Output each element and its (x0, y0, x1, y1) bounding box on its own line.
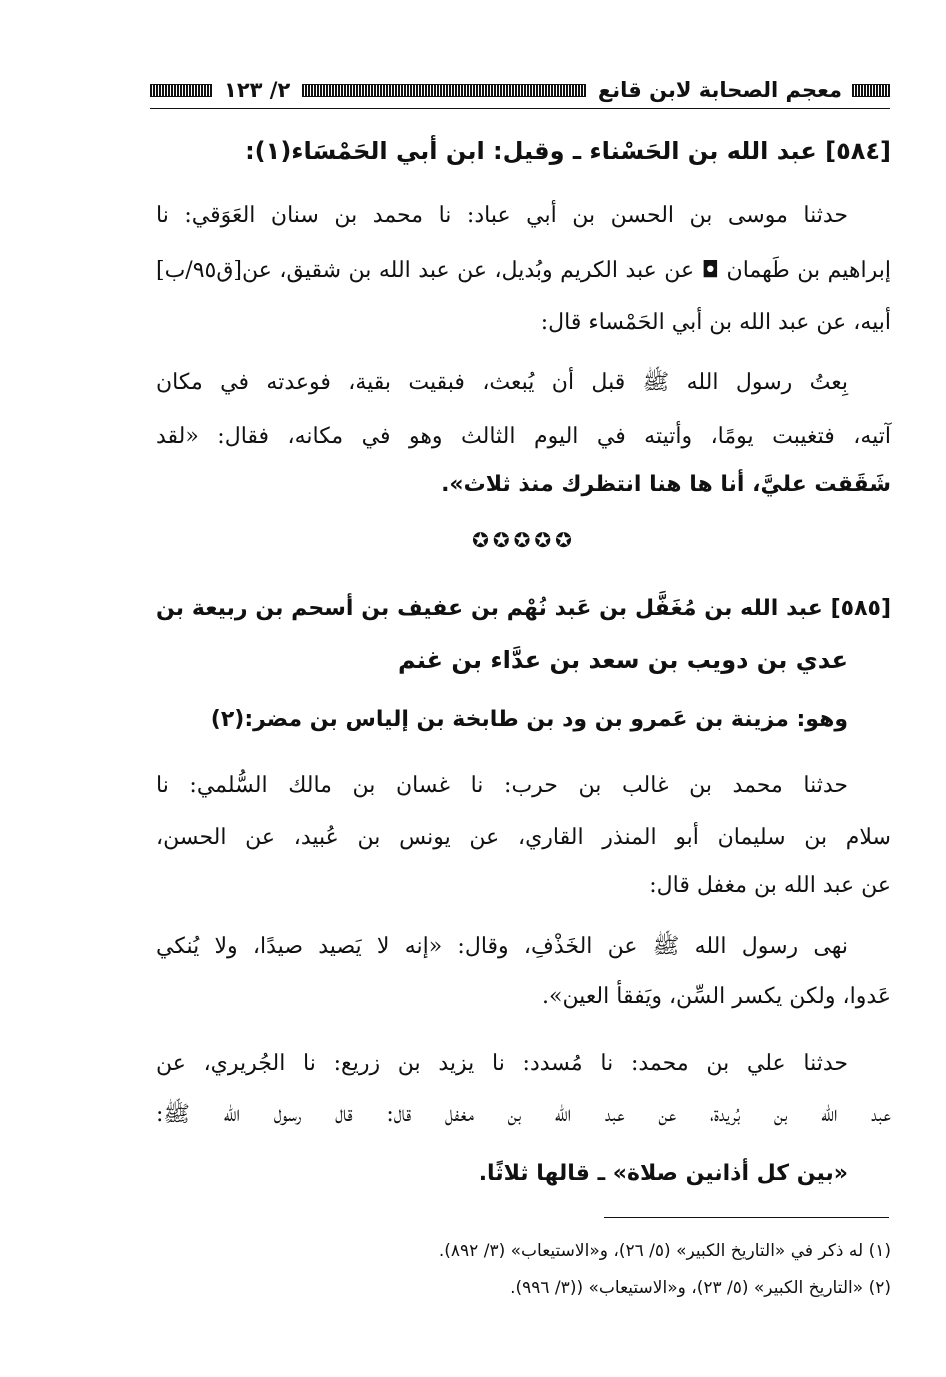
entry-585-line: عبد الله بن بُريدة، عن عبد الله بن مغفل قال: قال رسول الله ﷺ: (156, 1102, 891, 1127)
header-rule (150, 108, 890, 109)
entry-584-line: إبراهيم بن طَهمان ◘ عن عبد الكريم وبُديل، عن عبد الله بن شقيق، عن[ق٩٥/ب] (156, 258, 891, 283)
entry-584-line: شَقَقت عليَّ، أنا ها هنا انتظرك منذ ثلاث». (441, 472, 891, 497)
entry-584-line: حدثنا موسى بن الحسن بن أبي عباد: نا محمد بن سنان العَوَقي: نا (156, 203, 848, 228)
entry-585-lineage: وهو: مزينة بن عَمرو بن ود بن طابخة بن إلياس بن مضر:(٢) (210, 707, 848, 732)
entry-584-line: أبيه، عن عبد الله بن أبي الحَمْساء قال: (540, 310, 891, 335)
section-separator: ✪✪✪✪✪ (472, 528, 576, 552)
footnote: (١) له ذكر في «التاريخ الكبير» (٥/ ٢٦)، و«الاستيعاب» (٣/ ٨٩٢). (438, 1241, 891, 1261)
entry-585-heading: عدي بن دويب بن سعد بن عدَّاء بن غنم (398, 646, 848, 674)
entry-585-line: عن عبد الله بن مغفل قال: (649, 873, 891, 898)
footnote: (٢) «التاريخ الكبير» (٥/ ٢٣)، و«الاستيعاب» ((٣/ ٩٩٦). (510, 1278, 891, 1298)
entry-585-heading: [٥٨٥] عبد الله بن مُغَفَّل بن عَبد نُهْم بن عفيف بن أسحم بن ربيعة بن (156, 596, 891, 621)
entry-585-line: حدثنا محمد بن غالب بن حرب: نا غسان بن مالك السُّلمي: نا (156, 773, 848, 798)
entry-585-line: سلام بن سليمان أبو المنذر القاري، عن يونس بن عُبيد، عن الحسن، (156, 825, 891, 850)
header-ornament-middle (302, 84, 586, 97)
entry-584-line: بِعتُ رسول الله ﷺ قبل أن يُبعث، فبقيت بقية، فوعدته في مكان (156, 370, 848, 395)
header-ornament-right (852, 84, 890, 97)
book-title: معجم الصحابة لابن قانع (597, 78, 842, 102)
entry-584-line: آتيه، فتغيبت يومًا، وأتيته في اليوم الثالث وهو في مكانه، فقال: «لقد (156, 424, 891, 449)
entry-585-line: نهى رسول الله ﷺ عن الخَذْفِ، وقال: «إنه لا يَصيد صيدًا، ولا يُنكي (156, 934, 848, 959)
entry-585-line: عَدوا، ولكن يكسر السِّن، ويَفقأ العين». (541, 984, 891, 1009)
header-ornament-left (150, 84, 212, 97)
entry-584-heading: [٥٨٤] عبد الله بن الحَسْناء ـ وقيل: ابن أبي الحَمْسَاء(١): (245, 137, 891, 165)
entry-585-line: حدثنا علي بن محمد: نا مُسدد: نا يزيد بن زريع: نا الجُريري، عن (156, 1051, 848, 1076)
entry-585-line: «بين كل أذانين صلاة» ـ قالها ثلاثًا. (478, 1161, 848, 1186)
running-header (150, 72, 890, 108)
page-number: ٢/ ١٢٣ (224, 78, 291, 102)
footnote-rule (604, 1217, 889, 1218)
